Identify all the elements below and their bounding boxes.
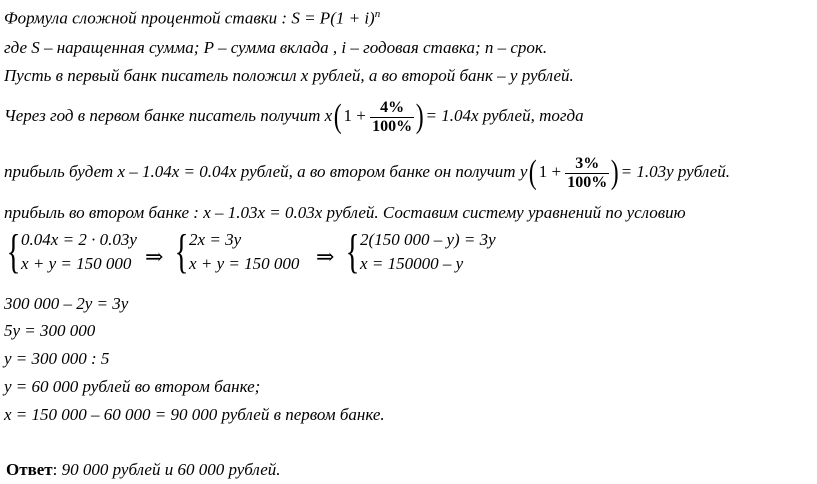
second-profit-line [4, 203, 686, 223]
system-1 [2, 225, 137, 278]
right-paren: ) [610, 154, 619, 192]
system-2-eq-1: 2x = 3y [189, 230, 242, 249]
formula-paren: (1 + i) [330, 8, 375, 28]
formula-s-p: S = P [291, 8, 331, 28]
formula-exponent: n [374, 8, 381, 20]
system-1-eq-2: x + y = 150 000 [21, 254, 132, 273]
second-bank-numerator: 3% [575, 154, 600, 172]
first-bank-one: 1 + [343, 106, 366, 125]
first-bank-numerator: 4% [380, 98, 405, 116]
answer-line [6, 460, 281, 480]
definitions-text: где S – наращенная сумма; P – сумма вклада , i – годовая ставка; n – срок. [4, 38, 548, 57]
right-paren: ) [415, 98, 424, 136]
formula-line [4, 4, 380, 29]
answer-colon: : [52, 460, 58, 479]
left-paren: ( [333, 98, 342, 136]
system-2-eq-2: x + y = 150 000 [189, 254, 300, 273]
step-line: x = 150 000 – 60 000 = 90 000 рублей в первом банке. [4, 405, 385, 424]
system-2 [170, 225, 300, 278]
profit-before: прибыль будет x – 1.04x = 0.04x рублей, а во втором банке он получит y [4, 162, 528, 181]
step-line: 5y = 300 000 [4, 321, 96, 340]
brace: { [174, 225, 189, 278]
answer-text: 90 000 рублей и 60 000 рублей. [61, 460, 281, 479]
profit-after: = 1.03y рублей. [620, 162, 730, 181]
system-3-eq-1: 2(150 000 – y) = 3y [360, 230, 496, 249]
system-3-eq-2: x = 150000 – y [360, 254, 464, 273]
step-line: y = 300 000 : 5 [4, 349, 110, 368]
profit-line [4, 152, 730, 192]
assumption-text: Пусть в первый банк писатель положил x рублей, а во второй банк – y рублей. [4, 66, 574, 85]
first-bank-after: = 1.04x рублей, тогда [425, 106, 584, 125]
formula-caption: Формула сложной процентой ставки : [4, 8, 288, 28]
system-3 [341, 225, 496, 278]
answer-label: Ответ [6, 460, 53, 479]
brace: { [345, 225, 360, 278]
brace: { [6, 225, 21, 278]
profit-one: 1 + [538, 162, 562, 181]
first-bank-line [4, 96, 584, 136]
left-paren: ( [529, 154, 538, 192]
implies-arrow: ⇒ [316, 244, 335, 269]
first-bank-denominator: 100% [372, 117, 413, 135]
step-line: 300 000 – 2y = 3y [4, 294, 129, 313]
step-line: y = 60 000 рублей во втором банке; [4, 377, 261, 396]
second-bank-denominator: 100% [567, 173, 608, 191]
assumption-line [4, 66, 574, 86]
first-bank-before: Через год в первом банке писатель получит x [4, 106, 333, 125]
second-bank-fraction [565, 155, 609, 192]
definitions-line [4, 38, 547, 58]
second-profit-text: прибыль во втором банке : x – 1.03x = 0.03x рублей. Составим систему уравнений по условию [4, 203, 686, 222]
first-bank-fraction [370, 99, 414, 136]
implies-arrow: ⇒ [145, 244, 164, 269]
system-1-eq-1: 0.04x = 2 · 0.03y [21, 230, 137, 249]
